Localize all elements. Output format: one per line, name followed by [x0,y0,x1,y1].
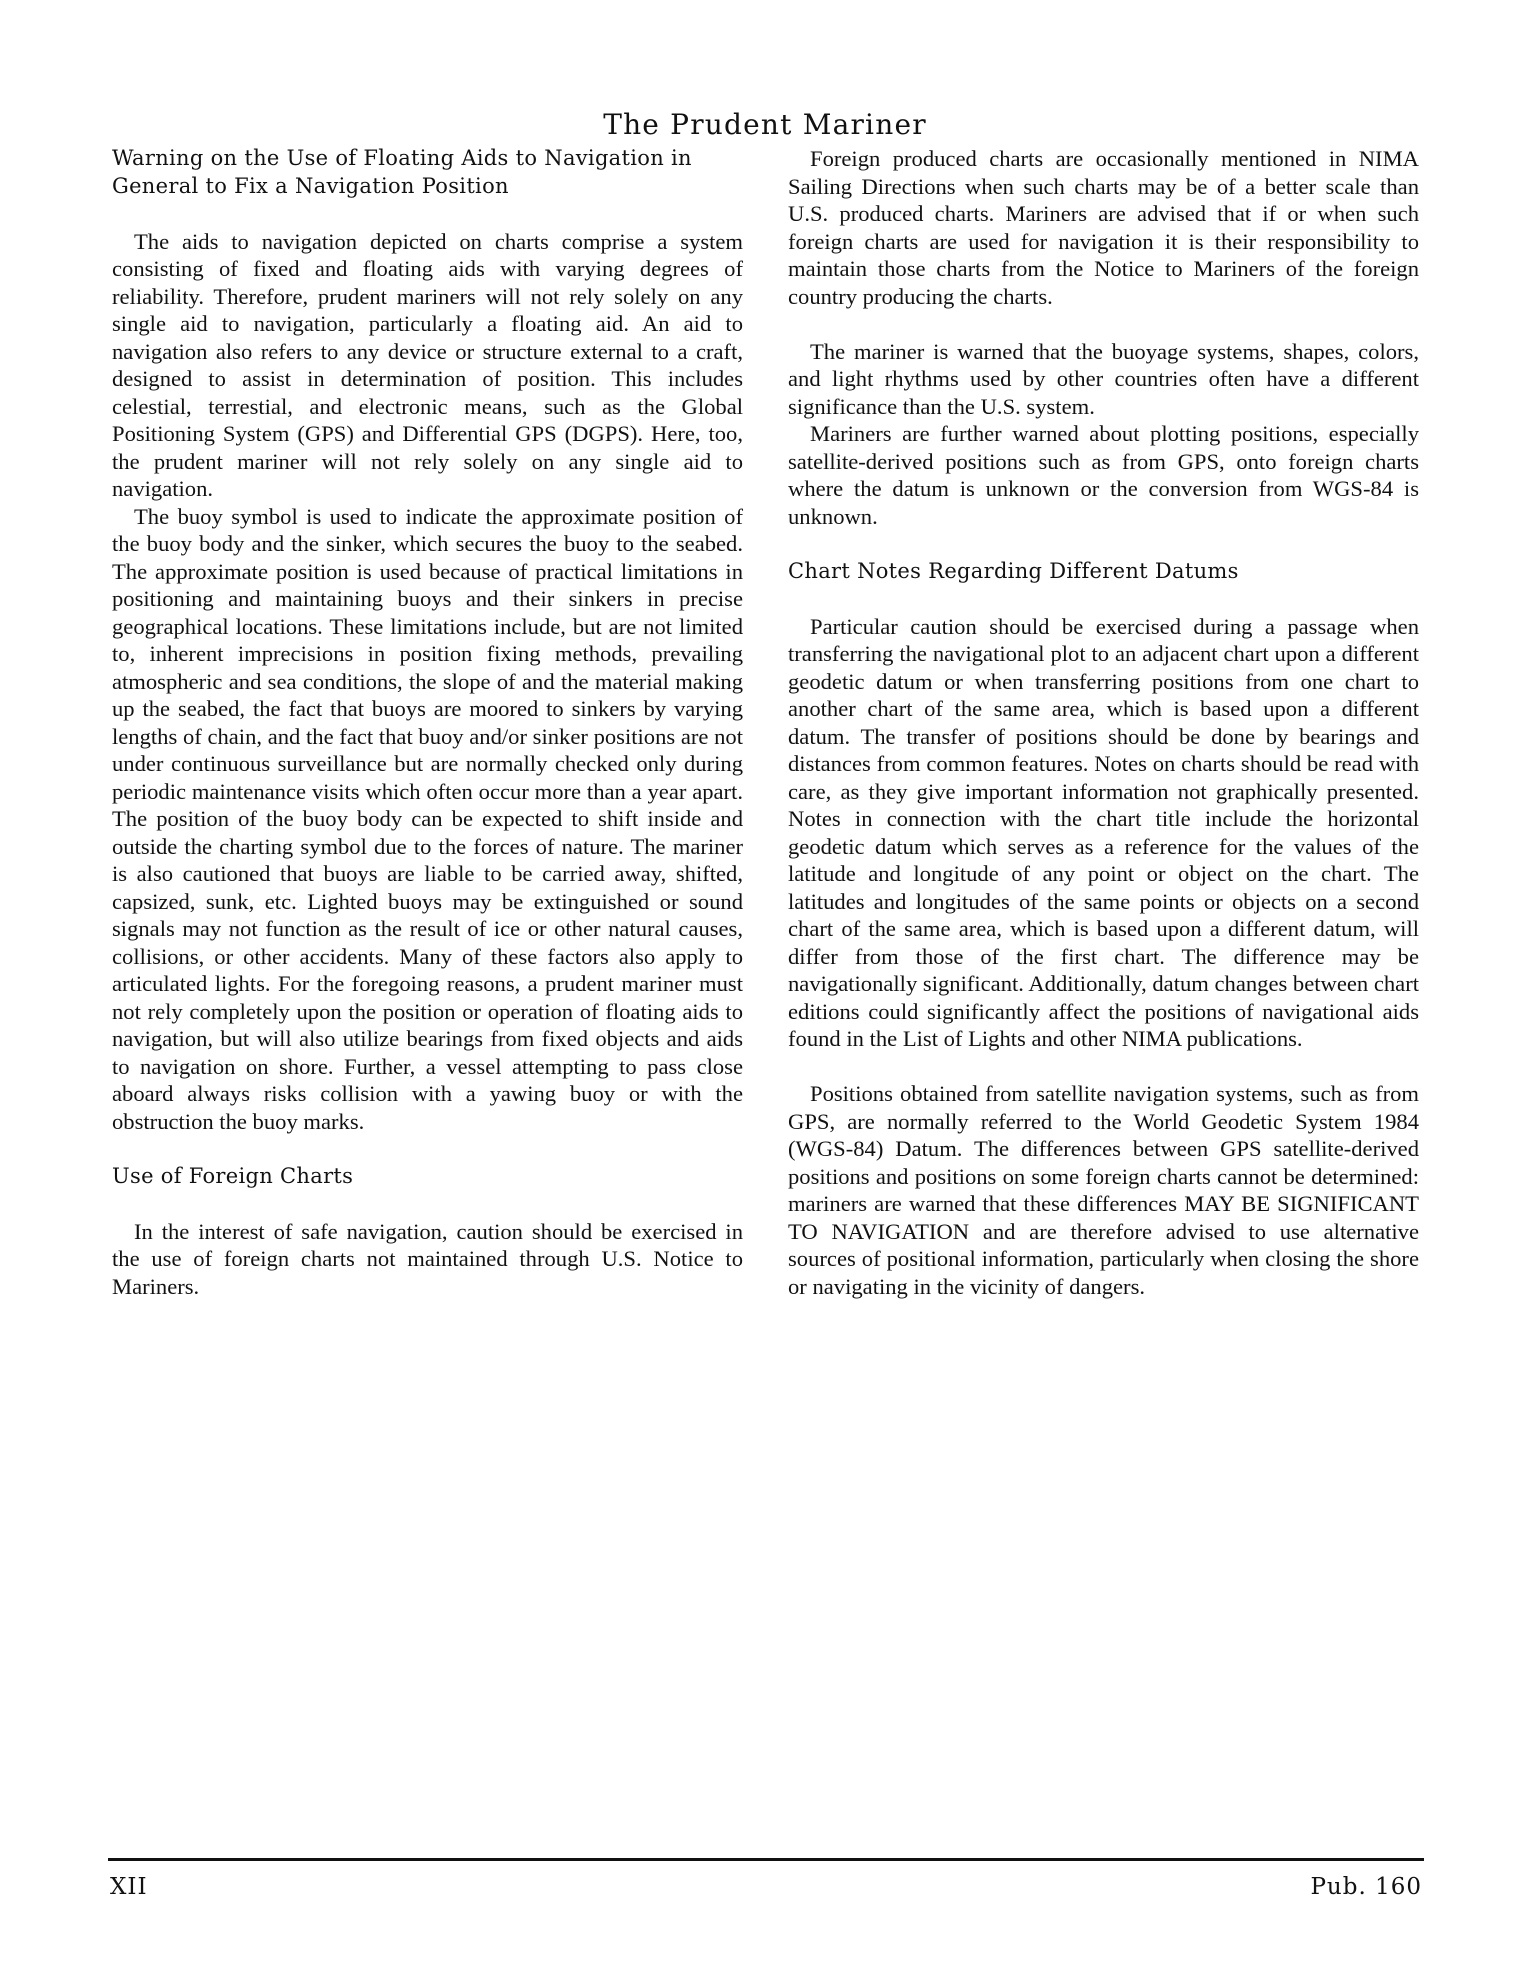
left-column [112,145,743,1300]
paragraph-buoyage-systems: The mariner is warned that the buoyage systems, shapes, colors, and light rhythms used by other countries often have a different significance than the U.S. system. [788,338,1419,419]
footer-rule [108,1858,1424,1861]
page-title: The Prudent Mariner [603,107,927,141]
section-heading-floating-aids: Warning on the Use of Floating Aids to Navigation in General to Fix a Navigation Position [112,146,692,198]
paragraph-foreign-charts-caution: In the interest of safe navigation, caution should be exercised in the use of foreign charts not maintained through U.S. Notice to Mariners. [112,1218,743,1299]
paragraph-datum-caution: Particular caution should be exercised during a passage when transferring the navigational plot to an adjacent chart upon a different geodetic datum or when transferring positions from one chart to another chart of the same area, which is based upon a different datum. The transfer of positions should be done by bearings and distances from common features. Notes on charts should be read with care, as they give important information not graphically presented. Notes in connection with the chart title include the horizontal geodetic datum which serves as a reference for the values of the latitude and longitude of any point or object on the chart. The latitudes and longitudes of the same points or objects on a second chart of the same area, which is based upon a different datum, will differ from those of the first chart. The difference may be navigationally significant. Additionally, datum changes between chart editions could significantly affect the positions of navigational aids found in the List of Lights and other NIMA publications. [788,613,1419,1051]
paragraph-buoy-symbol: The buoy symbol is used to indicate the approximate position of the buoy body and the sinker, which secures the buoy to the seabed. The approximate position is used because of practical limitations in positioning and maintaining buoys and their sinkers in precise geographical locations. These limitations include, but are not limited to, inherent imprecisions in position fixing methods, prevailing atmospheric and sea conditions, the slope of and the material making up the seabed, the fact that buoys are moored to sinkers by varying lengths of chain, and the fact that buoy and/or sinker positions are not under continuous surveillance but are normally checked only during periodic maintenance visits which often occur more than a year apart. The position of the buoy body can be expected to shift inside and outside the charting symbol due to the forces of nature. The mariner is also cautioned that buoys are liable to be carried away, shifted, capsized, sunk, etc. Lighted buoys may be extinguished or sound signals may not function as the result of ice or other natural causes, collisions, or other accidents. Many of these factors also apply to articulated lights. For the foregoing reasons, a prudent mariner must not rely completely upon the position or operation of floating aids to navigation, but will also utilize bearings from fixed objects and aids to navigation on shore. Further, a vessel attempting to pass close aboard always risks collision with a yawing buoy or with the obstruction the buoy marks. [112,503,743,1134]
section-heading-datums: Chart Notes Regarding Different Datums [788,558,1239,583]
paragraph-plotting-positions: Mariners are further warned about plotting positions, especially satellite-derived positions such as from GPS, onto foreign charts where the datum is unknown or the conversion from WGS-84 is unknown. [788,421,1419,529]
paragraph-foreign-produced-charts: Foreign produced charts are occasionally mentioned in NIMA Sailing Directions when such charts may be of a better scale than U.S. produced charts. Mariners are advised that if or when such foreign charts are used for navigation it is their responsibility to maintain those charts from the Notice to Mariners of the foreign country producing the charts. [788,146,1419,309]
publication-label: Pub. 160 [1310,1874,1422,1900]
paragraph-satellite-positions: Positions obtained from satellite navigation systems, such as from GPS, are normally referred to the World Geodetic System 1984 (WGS-84) Datum. The differences between GPS satellite-derived positions and positions on some foreign charts cannot be determined: mariners are warned that these differences MAY BE SIGNIFICANT TO NAVIGATION and are therefore advised to use alternative sources of positional information, particularly when closing the shore or navigating in the vicinity of dangers. [788,1081,1419,1299]
section-heading-foreign-charts: Use of Foreign Charts [112,1163,354,1188]
paragraph-aids-system: The aids to navigation depicted on charts comprise a system consisting of fixed and floating aids with varying degrees of reliability. Therefore, prudent mariners will not rely solely on any single aid to navigation, particularly a floating aid. An aid to navigation also refers to any device or structure external to a craft, designed to assist in determination of position. This includes celestial, terrestial, and electronic means, such as the Global Positioning System (GPS) and Differential GPS (DGPS). Here, too, the prudent mariner will not rely solely on any single aid to navigation. [112,228,743,501]
right-column [788,145,1419,1300]
page-number: XII [110,1874,148,1900]
